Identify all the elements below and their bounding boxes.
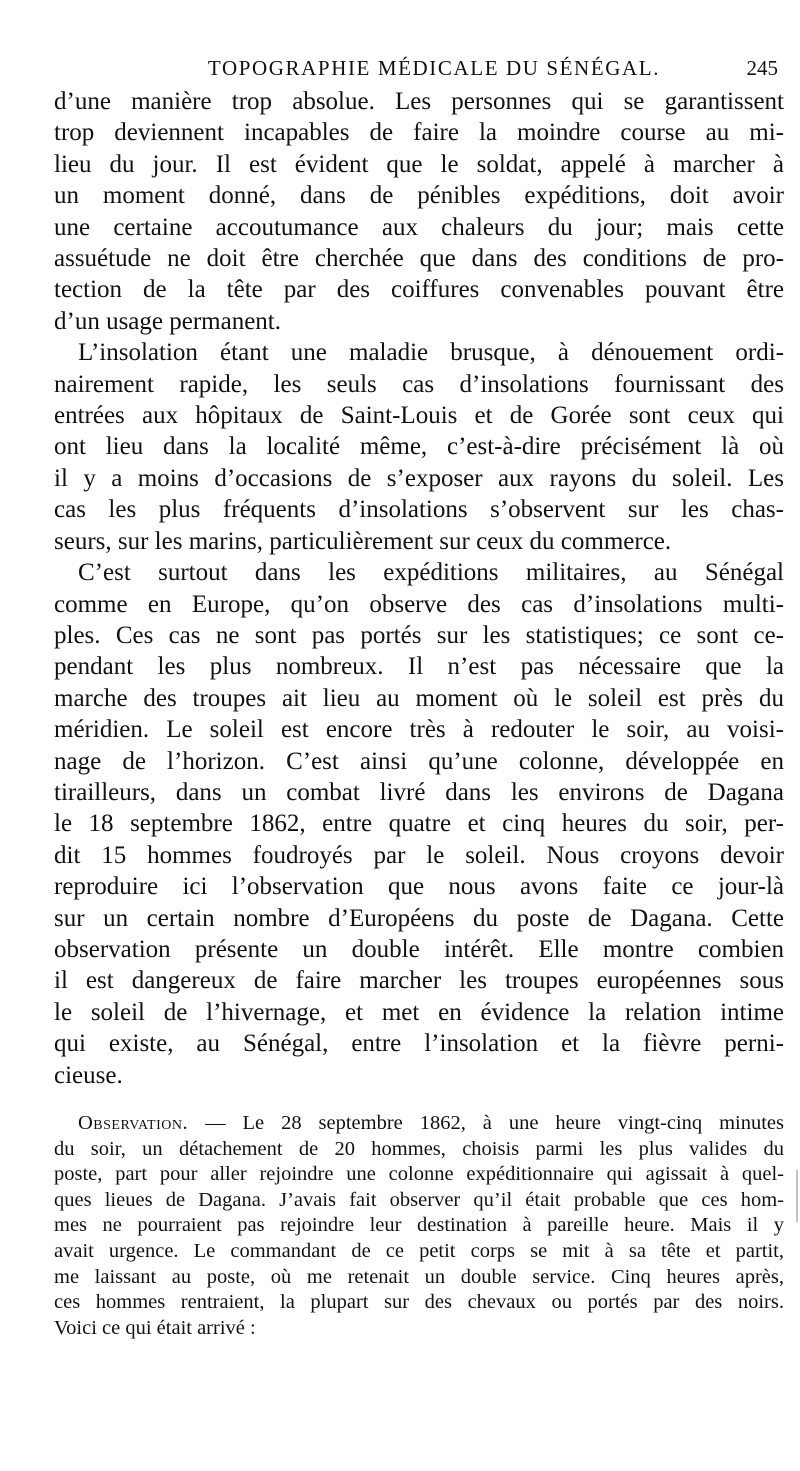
scan-edge-mark (796, 1170, 798, 1222)
observation-first-line-text: — Le 28 septembre 1862, à une heure vingt-cinq minutes (188, 1112, 784, 1134)
text-line: ont lieu dans la localité même, c’est-à-dire précisément là où (54, 433, 784, 461)
text-line: seurs, sur les marins, particulièrement sur ceux du commerce. (54, 527, 672, 555)
text-line: trop deviennent incapables de faire la moindre course au mi- (54, 119, 784, 147)
book-page (54, 48, 784, 1341)
text-line: tection de la tête par des coiffures convenables pouvant être (54, 276, 784, 304)
running-header (54, 48, 784, 86)
text-line: Voici ce qui était arrivé : (54, 1316, 256, 1339)
text-line: avait urgence. Le commandant de ce petit corps se mit à sa tête et partit, (54, 1239, 784, 1262)
text-line: assuétude ne doit être cherchée que dans des conditions de pro- (54, 245, 784, 273)
observation-note (54, 1111, 784, 1341)
text-line: cieuse. (54, 1061, 123, 1089)
paragraph-2 (54, 337, 784, 557)
text-line: dit 15 hommes foudroyés par le soleil. Nous croyons devoir (54, 841, 784, 869)
text-line: L’insolation étant une maladie brusque, à dénouement ordi- (78, 339, 784, 367)
text-line: sur un certain nombre d’Européens du poste de Dagana. Cette (54, 904, 784, 932)
text-line: entrées aux hôpitaux de Saint-Louis et de Gorée sont ceux qui (54, 402, 784, 430)
text-line: ques lieues de Dagana. J’avais fait observer qu’il était probable que ces hom- (54, 1188, 784, 1211)
text-line: pendant les plus nombreux. Il n’est pas nécessaire que la (54, 653, 784, 681)
text-line: il est dangereux de faire marcher les troupes européennes sous (54, 967, 784, 995)
text-line: comme en Europe, qu’on observe des cas d’insolations multi- (54, 590, 784, 618)
text-line: reproduire ici l’observation que nous avons faite ce jour-là (54, 873, 784, 901)
text-line: nage de l’horizon. C’est ainsi qu’une colonne, développée en (54, 747, 784, 775)
text-line: C’est surtout dans les expéditions militaires, au Sénégal (78, 559, 784, 587)
text-line: le soleil de l’hivernage, et met en évidence la relation intime (54, 998, 784, 1026)
text-line: une certaine accoutumance aux chaleurs du jour; mais cette (54, 213, 784, 241)
text-line: tirailleurs, dans un combat livré dans les environs de Dagana (54, 778, 784, 806)
text-line: cas les plus fréquents d’insolations s’observent sur les chas- (54, 496, 784, 524)
text-line: observation présente un double intérêt. Elle montre combien (54, 935, 784, 963)
paragraph-3 (54, 557, 784, 1091)
text-line: méridien. Le soleil est encore très à redouter le soir, au voisi- (54, 716, 784, 744)
text-line: me laissant au poste, où me retenait un double service. Cinq heures après, (54, 1265, 784, 1288)
text-line: un moment donné, dans de pénibles expéditions, doit avoir (54, 182, 784, 210)
text-line: poste, part pour aller rejoindre une colonne expéditionnaire qui agissait à quel- (54, 1163, 784, 1186)
text-line: d’un usage permanent. (54, 307, 282, 335)
observation-first-line (54, 1111, 784, 1137)
text-line: nairement rapide, les seuls cas d’insolations fournissant des (54, 370, 784, 398)
text-line: du soir, un détachement de 20 hommes, choisis parmi les plus valides du (54, 1137, 784, 1160)
observation-label: Observation. (78, 1112, 189, 1134)
text-line: lieu du jour. Il est évident que le soldat, appelé à marcher à (54, 150, 784, 178)
running-title: TOPOGRAPHIE MÉDICALE DU SÉNÉGAL. (207, 56, 661, 80)
paragraph-1 (54, 86, 784, 337)
text-line: il y a moins d’occasions de s’exposer aux rayons du soleil. Les (54, 464, 784, 492)
page-number: 245 (746, 56, 778, 80)
text-line: ples. Ces cas ne sont pas portés sur les statistiques; ce sont ce- (54, 621, 784, 649)
text-line: marche des troupes ait lieu au moment où le soleil est près du (54, 684, 784, 712)
text-line: mes ne pourraient pas rejoindre leur destination à pareille heure. Mais il y (54, 1214, 784, 1237)
text-line: ces hommes rentraient, la plupart sur des chevaux ou portés par des noirs. (54, 1291, 784, 1314)
text-line: d’une manière trop absolue. Les personnes qui se garantissent (54, 88, 784, 115)
text-line: le 18 septembre 1862, entre quatre et cinq heures du soir, per- (54, 810, 784, 838)
text-line: qui existe, au Sénégal, entre l’insolation et la fièvre perni- (54, 1030, 784, 1058)
